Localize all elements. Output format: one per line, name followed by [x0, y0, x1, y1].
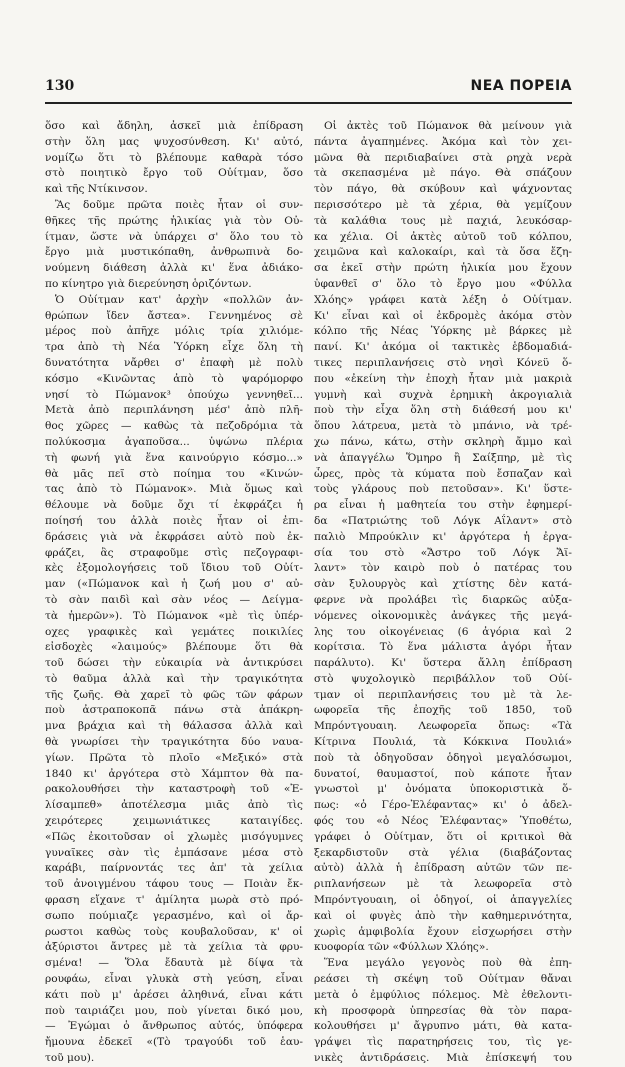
text-line: Ἂς δοῦμε πρῶτα ποιὲς ἦταν οἱ συν- [55, 198, 303, 211]
text-line: μαν («Πώμανοκ καὶ ἡ ζωή μου σ' αὐ- [45, 578, 303, 591]
text-line: εἰσδοχὲς «λαιμούς» βλέπουμε ὅτι θὰ [45, 641, 303, 654]
text-line: περισσότερο μὲ τὰ χέρια, θὰ γεμίζουν [314, 198, 572, 211]
text-line: λαντ» τὸν καιρὸ ποὺ ὁ πατέρας του [314, 562, 572, 575]
text-line: τὰ σκεπασμένα μὲ πάγο. Θὰ σπάζουν [314, 167, 572, 180]
journal-title: ΝΕΑ ΠΟΡΕΙΑ [470, 78, 572, 94]
text-line: δυνατότητα νἄρθει σ' ἐπαφὴ μὲ πολὺ [45, 356, 303, 369]
text-line: τὸ θαῦμα ἀλλὰ καὶ τὴν τραγικότητα [45, 672, 303, 685]
text-line: δράσεις γιὰ νὰ ἐκφράσει αὐτὸ ποὺ ἐκ- [45, 530, 303, 543]
text-line: ποὺ ἀστραποκοπᾶ πάνω στὰ ἀπάκρη- [45, 704, 303, 717]
text-line: Μπρόντγουαιη. Λεωφορεῖα ὅπως: «Τὰ [314, 720, 572, 733]
text-line: φός του «ὁ Νέος Ἐλέφαντας» Ὑποθέτω, [314, 815, 572, 828]
text-line: μνα βράχια καὶ τὴ θάλασσα ἀλλὰ καὶ [45, 720, 303, 733]
text-line: ριπλανήσεων μὲ τὰ λεωφορεῖα στὸ [314, 878, 572, 891]
text-line: κὴ προσφορὰ ὑπηρεσίας θὰ τὸν παρα- [314, 1004, 572, 1017]
text-line: στὴν ὅλη μας ψυχοσύνθεση. Κι' αὐτό, [45, 135, 303, 148]
text-line: στὸ ψυχολογικὸ περιβάλλον τοῦ Οὐί- [314, 672, 572, 685]
text-line: τοὺς γλάρους ποὺ πετοῦσαν». Κι' ὕστε- [314, 483, 572, 496]
text-line: θὰ μᾶς πεῖ στὸ ποίημα του «Κινών- [45, 467, 303, 480]
text-line: Χλόης» γράφει κατὰ λέξη ὁ Οὐίτμαν. [314, 293, 572, 306]
text-line: ὧρες, πρὸς τὰ κύματα ποὺ ἔσπαζαν καὶ [314, 467, 572, 480]
text-line: δα «Πατριώτης τοῦ Λόγκ Αΐλαντ» στὸ [314, 514, 572, 527]
text-line: φερνε νὰ προλάβει τὶς διαρκῶς αὐξα- [314, 593, 572, 606]
text-line: τὴ φωνή γιὰ ἕνα καινούργιο κόσμο...» [45, 451, 303, 464]
text-line: που «ἐκείνη τὴν ἐποχὴ ἦταν μιὰ μακριὰ [314, 372, 572, 385]
text-line: τρα ἀπὸ τὴ Νέα Ὑόρκη εἶχε ὅλη τὴ [45, 341, 303, 354]
page-header [45, 78, 572, 100]
text-line: ἀξύριστοι ἄντρες μὲ τὰ χείλια τὰ φρυ- [45, 941, 303, 954]
text-line: τικες περιπλανήσεις στὸ νησὶ Κόνεϋ ὅ- [314, 356, 572, 369]
text-line: χειρότερες χειμωνιάτικες καταιγίδες. [45, 815, 303, 828]
text-line: γράφει ὁ Οὐίτμαν, ὅτι οἱ κριτικοὶ θὰ [314, 830, 572, 843]
text-line: κόσμο «Κινῶντας ἀπὸ τὸ ψαρόμορφο [45, 372, 303, 385]
text-line: ἔργο μιὰ μυστικόπαθη, ἀνθρωπινὰ δο- [45, 246, 303, 259]
text-line: νικὲς ἀντιδράσεις. Μιὰ ἐπίσκεψή του [314, 1052, 572, 1065]
text-line: τὸ σὰν παιδὶ καὶ σὰν νέος — Δείγμα- [45, 593, 303, 606]
text-line: νὰ ἀπαγγέλω Ὅμηρο ἢ Σαίξπηρ, μὲ τὶς [314, 451, 572, 464]
text-line: τας ἀπὸ τὸ Πώμανοκ». Μιὰ ὅμως καὶ [45, 483, 303, 496]
text-line: οχες γραφικὲς καὶ γεμάτες ποικιλίες [45, 625, 303, 638]
text-line: σὰν ξυλουργὸς καὶ χτίστης δὲν κατά- [314, 578, 572, 591]
text-line: ἤμουνα ἐδεκεῖ «(Τὸ τραγούδι τοῦ ἑαυ- [45, 1036, 303, 1049]
text-line: χειμῶνα καὶ καλοκαίρι, καὶ τὰ ὅσα ἔζη- [314, 246, 572, 259]
text-line: σία του στὸ «Ἄστρο τοῦ Λόγκ Ἄϊ- [314, 546, 572, 559]
text-line: πολύκοσμα ἀγαποῦσα... ὑψώνω πλέρια [45, 435, 303, 448]
text-line: κάτι ποὺ μ' ἀρέσει ἀληθινά, εἶναι κάτι [45, 988, 303, 1001]
text-line: καὶ οἱ φυγὲς ἀπὸ τὴν καθημερινότητα, [314, 909, 572, 922]
text-line: ποίησή του ἀλλὰ ποιὲς ἦταν οἱ ἐπι- [45, 514, 303, 527]
text-line: πανί. Κι' ἀκόμα οἱ τακτικὲς ἑβδομαδιά- [314, 341, 572, 354]
text-line: χωρὶς ἀμφιβολία ἔχουν εἰσχωρήσει στὴν [314, 925, 572, 938]
text-line: θρώπων ἴδεν ἄστεα». Γεννημένος σὲ [45, 309, 303, 322]
text-line: δυνατοί, θαυμαστοί, ποὺ κάποτε ἦταν [314, 767, 572, 780]
text-line: κόλπο τῆς Νέας Ὑόρκης μὲ βάρκες μὲ [314, 325, 572, 338]
text-line: — Ἐγώμαι ὁ ἄνθρωπος αὐτός, ὑπόφερα [45, 1020, 303, 1033]
text-line: γυναῖκες σὰν τὶς ἐμπάσανε μέσα στὸ [45, 846, 303, 859]
text-line: ρα εἶναι ἡ μαθητεία του στὴν ἐφημερί- [314, 499, 572, 512]
text-line: κὲς ἐξομολογήσεις τοῦ ἴδιου τοῦ Οὐίτ- [45, 562, 303, 575]
text-line: ωφορεῖα τῆς ἐποχῆς τοῦ 1850, τοῦ [314, 704, 572, 717]
text-line: νόμενες οἰκονομικὲς ἀνάγκες τῆς μεγά- [314, 609, 572, 622]
text-line: Κίτρινα Πουλιά, τὰ Κόκκινα Πουλιά» [314, 736, 572, 749]
text-line: νούμενη διάθεση ἀλλὰ κι' ἕνα ἀδιάκο- [45, 262, 303, 275]
text-line: γίων. Πρῶτα τὸ πλοῖο «Μεξικό» στὰ [45, 751, 303, 764]
text-line: σα ἐκεῖ στὴν πρώτη ἡλικία μου ἔχουν [314, 262, 572, 275]
text-line: γυμνὴ καὶ συχνὰ ἐρημικὴ ἀκρογιαλιὰ [314, 388, 572, 401]
text-line: Οἱ ἀκτὲς τοῦ Πώμανοκ θὰ μείνουν γιὰ [324, 120, 572, 132]
text-line: πως: «ὁ Γέρο-Ἐλέφαντας» κι' ὁ ἀδελ- [314, 799, 572, 812]
text-line: μῶνα θὰ περιδιαβαίνει στὰ ρηχὰ νερὰ [314, 151, 572, 164]
text-line: ίτμαν, ὥστε νὰ ὑπάρχει σ' ὅλο του τὸ [45, 230, 303, 243]
text-line: μετὰ ὁ ἐμφύλιος πόλεμος. Μὲ ἐθελοντι- [314, 988, 572, 1001]
header-rule [45, 102, 572, 104]
text-line: θέλουμε νὰ δοῦμε ὄχι τί ἐκφράζει ἡ [45, 499, 303, 512]
text-line: θος χῶρες — καθὼς τὰ πεζοδρόμια τὰ [45, 420, 303, 433]
text-line: θῆκες τῆς πρώτης ἡλικίας γιὰ τὸν Οὐ- [45, 214, 303, 227]
text-line: Μπρόντγουαιη, οἱ ὁδηγοί, οἱ ἀπαγγελίες [314, 894, 572, 907]
text-line: ρωστοι καθὼς τοὺς κουβαλοῦσαν, κ' οἱ [45, 925, 303, 938]
text-line: τμαν οἱ περιπλανήσεις του μὲ τὰ λε- [314, 688, 572, 701]
text-line: σμένα! — Ὅλα ἔδαυτὰ μὲ δίψα τὰ [45, 957, 303, 970]
text-line: Ἕνα μεγάλο γεγονὸς ποὺ θὰ ἐπη- [324, 957, 572, 970]
text-line: Κι' εἶναι καὶ οἱ ἐκδρομὲς ἀκόμα στὸν [314, 309, 572, 322]
text-line: πάντα ἀγαπημένες. Ἀκόμα καὶ τὸν χει- [314, 135, 572, 148]
left-text-column [45, 119, 303, 1067]
text-line: στὸ ποιητικὸ ἔργο τοῦ Οὐίτμαν, ὅσο [45, 167, 303, 180]
text-line: γνωστοὶ μ' ὀνόματα ὑποκοριστικὰ ὅ- [314, 783, 572, 796]
text-line: τοῦ ἀνοιγμένου τάφου τους — Ποιὰν ἔκ- [45, 878, 303, 891]
right-text-column [314, 119, 572, 1067]
text-line: Ὁ Οὐίτμαν κατ' ἀρχὴν «πολλῶν ἀν- [55, 293, 303, 306]
text-line: γράψει τὶς παρατηρήσεις του, τὶς γε- [314, 1036, 572, 1049]
text-line: τοῦ δώσει τὴν εὐκαιρία νὰ ἀντικρύσει [45, 657, 303, 670]
text-line: καράβι, παίρνοντάς τες ἀπ' τὰ χείλια [45, 862, 303, 875]
text-line: Μετὰ ἀπὸ περιπλάνηση μέσ' ἀπὸ πλῆ- [45, 404, 303, 417]
text-line: τὰ καλάθια τους μὲ παχιά, λευκόσαρ- [314, 214, 572, 227]
text-line: χω πάνω, κάτω, στὴν σκληρὴ ἄμμο καὶ [314, 435, 572, 448]
text-line: αὐτὸ) ἀλλὰ ἡ ἐπίδραση αὐτῶν τῶν πε- [314, 862, 572, 875]
text-line: τοῦ μου). [45, 1052, 95, 1065]
text-line: μέρος ποὺ ἀπῆχε μόλις τρία χιλιόμε- [45, 325, 303, 338]
text-line: καὶ τῆς Ντίκινσον. [45, 183, 148, 196]
text-line: λίσαμπεθ» ἀποτέλεσμα μιᾶς ἀπὸ τὶς [45, 799, 303, 812]
text-line: κολουθήσει μ' ἄγρυπνο μάτι, θὰ κατα- [314, 1020, 572, 1033]
text-line: ὅπου λάτρευα, μετὰ τὸ μπάνιο, νὰ τρέ- [314, 420, 572, 433]
text-line: ποὺ τὴν εἶχα ὅλη στὴ διάθεσή μου κι' [314, 404, 572, 417]
text-line: φραση εἴχανε τ' ἀμίλητα μωρὰ στὸ πρό- [45, 894, 303, 907]
text-line: ποὺ τὰ ὁδηγοῦσαν ὁδηγοὶ μεγαλόσωμοι, [314, 751, 572, 764]
text-line: σωπο πούμιαζε γερασμένο, καὶ οἱ ἄρ- [45, 909, 303, 922]
text-line: ρακολουθήσει τὴν καταστροφὴ τοῦ «Ἐ- [45, 783, 303, 796]
text-line: παράλυτο). Κι' ὕστερα ἄλλη ἐπίδραση [314, 657, 572, 670]
text-line: πο κίνητρο γιὰ διερεύνηση ὁριζόντων. [45, 277, 252, 290]
text-line: ξεκαρδιστοῦν στὰ γέλια (διαβάζοντας [314, 846, 572, 859]
text-line: «Πῶς ἐκοιτοῦσαν οἱ χλωμὲς μισόγυμνες [45, 830, 303, 843]
text-line: νομίζω ὅτι τὸ βλέπουμε καθαρὰ τόσο [45, 151, 303, 164]
text-line: κορίτσια. Τὸ ἕνα μάλιστα ἀγόρι ἦταν [314, 641, 572, 654]
text-line: παλιὸ Μπρούκλιν κι' ἀργότερα ἡ ἐργα- [314, 530, 572, 543]
text-line: ὑφανθεῖ σ' ὅλο τὸ ἔργο μου «Φύλλα [314, 277, 572, 290]
text-line: θὰ γνωρίσει τὴν τραγικότητα δύο ναυα- [45, 736, 303, 749]
text-line: κα χέλια. Οἱ ἀκτὲς αὐτοῦ τοῦ κόλπου, [314, 230, 572, 243]
text-line: 1840 κι' ἀργότερα στὸ Χάμπτον θὰ πα- [45, 767, 303, 780]
text-line: ποὺ ταιριάζει μου, ποὺ γίνεται δικό μου, [45, 1004, 303, 1017]
text-line: λης του οἰκογένειας (6 ἀγόρια καὶ 2 [314, 625, 572, 638]
text-line: νησί τὸ Πώμανοκ³ ὁπούχω γεννηθεῖ... [45, 388, 303, 401]
text-line: ρεάσει τὴ σκέψη τοῦ Οὐίτμαν θἄναι [314, 973, 572, 986]
text-line: ὅσο καὶ ἄδηλη, ἀσκεῖ μιὰ ἐπίδραση [45, 120, 303, 132]
text-line: τὰ ἡμερῶν»). Τὸ Πώμανοκ «μὲ τὶς ὑπέρ- [45, 609, 303, 622]
text-line: τῆς ζωῆς. Θὰ χαρεῖ τὸ φῶς τῶν φάρων [45, 688, 303, 701]
text-line: ρουφάω, εἶναι γλυκὰ στὴ γεύση, εἶναι [45, 973, 303, 986]
text-line: τὸν πάγο, θὰ σκύβουν καὶ ψάχνοντας [314, 183, 572, 196]
text-line: κυοφορία τῶν «Φύλλων Χλόης». [314, 941, 489, 954]
page-number: 130 [45, 78, 75, 94]
text-line: φράζει, ἂς στραφοῦμε στὶς πεζογραφι- [45, 546, 303, 559]
